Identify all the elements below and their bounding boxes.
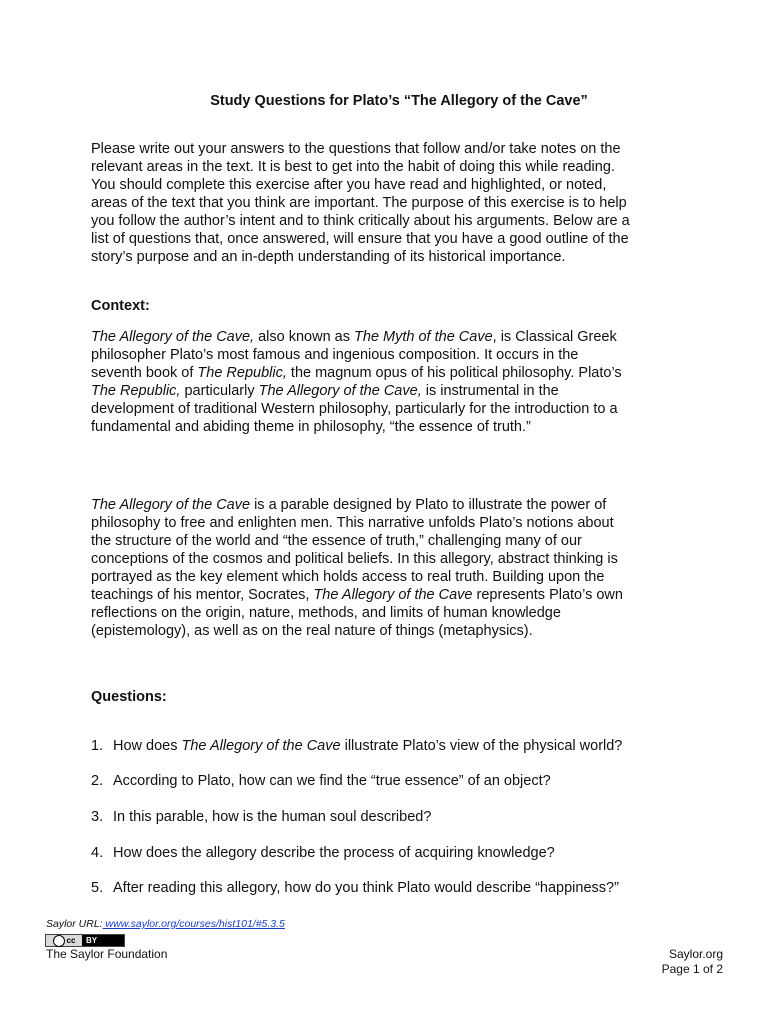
question-item [91, 772, 711, 790]
question-number: 2. [91, 773, 104, 789]
saylor-url-label: Saylor URL: [46, 918, 103, 930]
questions-heading: Questions: [91, 689, 167, 705]
question-item [91, 737, 711, 755]
question-text: After reading this allegory, how do you think Plato would describe “happiness?” [113, 880, 619, 896]
context-paragraph-2: The Allegory of the Cave is a parable designed by Plato to illustrate the power of philosophy to free and enlighten men. This narrative unfolds Plato’s notions about the structure of the world and “the essence of truth,” challenging many of our conceptions of the cosmos and political beliefs. In this allegory, abstract thinking is portrayed as the key element which holds access to real truth. Building upon the teachings of his mentor, Socrates, The Allegory of the Cave represents Plato’s own reflections on the origin, nature, methods, and limits of human knowledge (epistemology), as well as on the real nature of things (metaphysics). [91, 497, 623, 639]
cc-circle-icon [53, 935, 65, 947]
cc-icon [46, 935, 82, 946]
footer-organization: The Saylor Foundation [46, 947, 168, 961]
question-item [91, 844, 711, 862]
question-text: According to Plato, how can we find the “true essence” of an object? [113, 773, 551, 789]
footer-page-info [662, 947, 723, 977]
saylor-url-link[interactable]: www.saylor.org/courses/hist101/#5.3.5 [102, 918, 285, 930]
cc-by-label: BY [86, 936, 98, 945]
question-text: In this parable, how is the human soul described? [113, 809, 432, 825]
saylor-url [46, 918, 285, 930]
question-item [91, 879, 711, 897]
cc-label: cc [66, 936, 76, 945]
question-number: 5. [91, 880, 104, 896]
cc-by-license-badge[interactable] [45, 934, 125, 947]
question-number: 3. [91, 809, 104, 825]
page-number: Page 1 of 2 [661, 962, 723, 976]
question-number: 1. [91, 738, 104, 754]
context-paragraph-1: The Allegory of the Cave, also known as The Myth of the Cave, is Classical Greek philosopher Plato’s most famous and ingenious composition. It occurs in the seventh book of The Republic, the magnum opus of his political philosophy. Plato’s The Republic, particularly The Allegory of the Cave, is instrumental in the development of traditional Western philosophy, particularly for the introduction to a fundamental and abiding theme in philosophy, “the essence of truth.” [91, 329, 622, 435]
page-title: Study Questions for Plato’s “The Allegory of the Cave” [210, 93, 588, 109]
footer-site: Saylor.org [668, 947, 723, 961]
question-text: How does the allegory describe the process of acquiring knowledge? [113, 845, 555, 861]
question-text: How does The Allegory of the Cave illustrate Plato’s view of the physical world? [113, 738, 623, 754]
question-number: 4. [91, 845, 104, 861]
question-item [91, 808, 711, 826]
context-heading: Context: [91, 298, 150, 314]
intro-paragraph: Please write out your answers to the questions that follow and/or take notes on the relevant areas in the text. It is best to get into the habit of doing this while reading. You should complete this exercise after you have read and highlighted, or noted, areas of the text that you think are important. The purpose of this exercise is to help you follow the author’s intent and to think critically about his arguments. Below are a list of questions that, once answered, will ensure that you have a good outline of the story’s purpose and an in-depth understanding of its historical importance. [91, 141, 630, 265]
